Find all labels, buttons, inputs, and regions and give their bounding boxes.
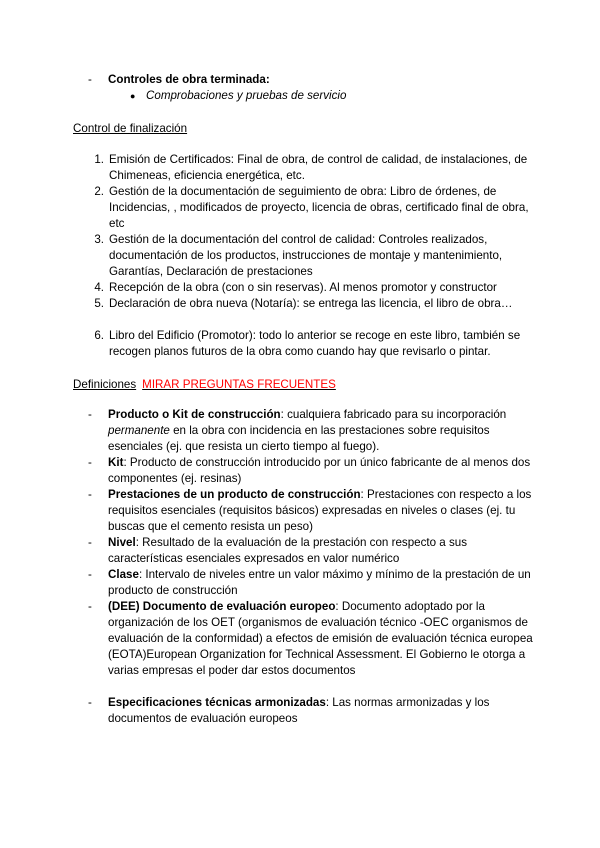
dash-marker: - xyxy=(88,696,92,709)
item-label: Controles de obra terminada: xyxy=(108,73,270,86)
definition-term: Nivel xyxy=(108,536,136,549)
item-number: 2. xyxy=(94,185,104,198)
dash-marker: - xyxy=(88,73,92,86)
item-text: Libro del Edificio (Promotor): todo lo anterior se recoge en este libro, también se recogen planos futuros de la obra como cuando hay que revisarlo o pintar. xyxy=(109,329,521,358)
definition-term: Producto o Kit de construcción xyxy=(108,408,281,421)
definiciones-title: Definiciones xyxy=(73,378,137,391)
item-number: 4. xyxy=(94,281,104,294)
definition-text: Nivel: Resultado de la evaluación de la prestación con respecto a sus características esenciales expresados en valor numérico xyxy=(108,536,467,565)
item-number: 3. xyxy=(94,233,104,246)
definition-text: Especificaciones técnicas armonizadas: Las normas armonizadas y los documentos de evaluación europeos xyxy=(108,696,490,725)
definition-term: Kit xyxy=(108,456,124,469)
dash-marker: - xyxy=(88,456,92,469)
definition-term: Prestaciones de un producto de construcción xyxy=(108,488,361,501)
dash-marker: - xyxy=(88,568,92,581)
definition-text: Clase: Intervalo de niveles entre un valor máximo y mínimo de la prestación de un producto de construcción xyxy=(108,568,531,597)
item-text: Emisión de Certificados: Final de obra, de control de calidad, de instalaciones, de Chimeneas, eficiencia energética, etc. xyxy=(109,153,528,182)
dash-marker: - xyxy=(88,600,92,613)
item-number: 1. xyxy=(94,153,104,166)
definition-text: Prestaciones de un producto de construcción: Prestaciones con respecto a los requisitos esenciales (requisitos básicos) expresadas en niveles o clases (ej. tu buscas que el cemento resista un peso) xyxy=(108,488,532,533)
definition-term: Especificaciones técnicas armonizadas xyxy=(108,696,326,709)
dash-marker: - xyxy=(88,408,92,421)
dash-marker: - xyxy=(88,536,92,549)
definition-text: Producto o Kit de construcción: cualquiera fabricado para su incorporación permanente en la obra con incidencia en las prestaciones sobre requisitos esenciales (ej. que resista un cierto tiempo al fuego). xyxy=(108,408,507,453)
section-heading-control-finalizacion: Control de finalización xyxy=(73,122,188,135)
definition-term: (DEE) Documento de evaluación europeo xyxy=(108,600,336,613)
item-text: Gestión de la documentación de seguimiento de obra: Libro de órdenes, de Incidencias, , modificados de proyecto, licencia de obras, certificado final de obra, etc xyxy=(109,185,529,230)
item-text: Declaración de obra nueva (Notaría): se entrega las licencia, el libro de obra… xyxy=(109,297,513,310)
definiciones-note: MIRAR PREGUNTAS FRECUENTES xyxy=(142,378,336,391)
item-text: Recepción de la obra (con o sin reservas). Al menos promotor y constructor xyxy=(109,281,497,294)
definition-text: Kit: Producto de construcción introducido por un único fabricante de al menos dos componentes (ej. resinas) xyxy=(108,456,531,485)
definition-term: Clase xyxy=(108,568,139,581)
dash-marker: - xyxy=(88,488,92,501)
item-text: Gestión de la documentación del control de calidad: Controles realizados, documentación de los productos, instrucciones de montaje y mantenimiento, Garantías, Declaración de prestaciones xyxy=(109,233,503,278)
bullet-marker: ● xyxy=(130,91,136,101)
section-heading-definiciones xyxy=(73,377,336,393)
definition-text: (DEE) Documento de evaluación europeo: Documento adoptado por la organización de los OET (organismos de evaluación técnico -OEC organismos de evaluación de la conformidad) a efectos de emisión de evaluación técnica europea (EOTA)European Organization for Technical Assessment. El Gobierno le otorga a varias empresas el poder dar estos documentos xyxy=(108,600,533,677)
item-number: 5. xyxy=(94,297,104,310)
sub-item-text: Comprobaciones y pruebas de servicio xyxy=(146,89,347,102)
item-number: 6. xyxy=(94,329,104,342)
